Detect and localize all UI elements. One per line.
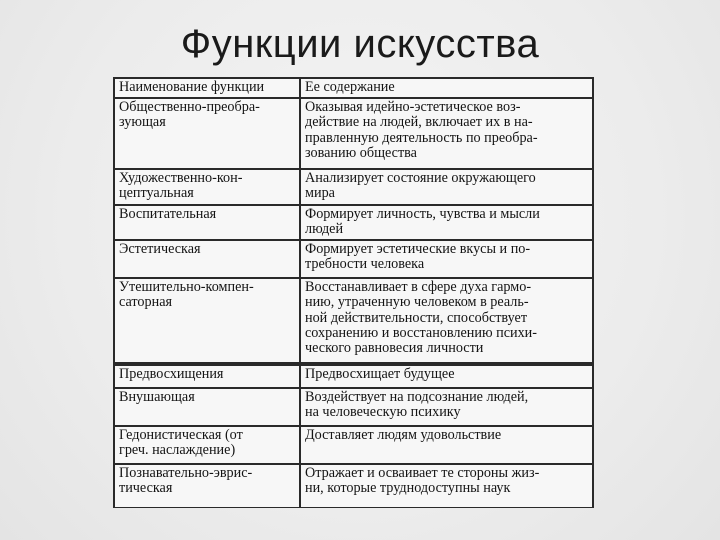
slide-title: Функции искусства [180,22,540,66]
table-header-row [114,78,593,98]
table-row [114,464,593,508]
header-function-content: Ее содержание [300,78,593,98]
functions-table-container [113,77,594,508]
function-name-cell: Предвосхищения [114,364,300,388]
table-row [114,388,593,426]
table-row [114,364,593,388]
table-row [114,98,593,169]
function-content-cell: Отражает и осваивает те стороны жиз- ни, которые труднодоступны наук [300,464,593,508]
function-name-cell: Познавательно-эврис- тическая [114,464,300,508]
function-name-cell: Художественно-кон- цептуальная [114,169,300,205]
function-content-cell: Анализирует состояние окружающего мира [300,169,593,205]
table-row [114,169,593,205]
header-function-name: Наименование функции [114,78,300,98]
function-name-cell: Гедонистическая (от греч. наслаждение) [114,426,300,464]
table-row [114,205,593,240]
function-content-cell: Доставляет людям удовольствие [300,426,593,464]
function-name-cell: Внушающая [114,388,300,426]
table-row [114,278,593,364]
function-content-cell: Предвосхищает будущее [300,364,593,388]
function-name-cell: Эстетическая [114,240,300,278]
table-row [114,240,593,278]
function-content-cell: Воздействует на подсознание людей, на человеческую психику [300,388,593,426]
function-name-cell: Воспитательная [114,205,300,240]
functions-table [113,77,594,508]
function-content-cell: Оказывая идейно-эстетическое воз- действие на людей, включает их в на- правленную деятельность по преобра- зованию общества [300,98,593,169]
function-content-cell: Формирует личность, чувства и мысли людей [300,205,593,240]
function-name-cell: Утешительно-компен- саторная [114,278,300,364]
table-row [114,426,593,464]
function-content-cell: Формирует эстетические вкусы и по- требности человека [300,240,593,278]
function-content-cell: Восстанавливает в сфере духа гармо- нию, утраченную человеком в реаль- ной действительности, способствует сохранению и восстановлению психи- ческого равновесия личности [300,278,593,364]
function-name-cell: Общественно-преобра- зующая [114,98,300,169]
